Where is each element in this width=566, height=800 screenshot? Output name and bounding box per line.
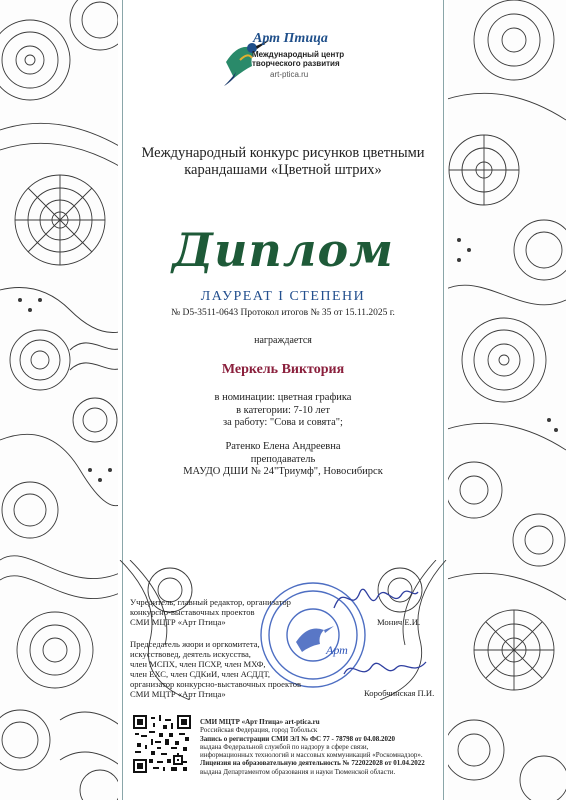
founder-block [130,597,291,627]
jury-line-3: член МСПХ, член ПСХР, член МХФ, [130,659,266,669]
jury-line-5: организатор конкурсно-выставочных проектов [130,679,302,689]
recipient-name: Меркель Виктория [221,362,345,377]
jury-name: Коробчинская П.И. [364,688,435,698]
logo-subtitle-line2: творческого развития [252,59,340,68]
founder-signature [330,578,420,618]
degree-label: ЛАУРЕАТ I СТЕПЕНИ [200,289,366,304]
footer-line-2: Российская Федерация, город Тобольск [200,726,318,735]
work-line: за работу: "Сова и совята"; [223,417,343,428]
category-line: в категории: 7-10 лет [236,404,330,416]
award-details [126,392,440,430]
footer-line-6: Лицензия на образовательную деятельность № 722022028 от 01.04.2022 [200,759,425,768]
footer-line-7: выдана Департаментом образования и науки Тюменской области. [200,767,396,776]
contest-line2: карандашами «Цветной штрих» [184,162,382,178]
teacher-org: МАУДО ДШИ № 24"Триумф", Новосибирск [183,466,383,477]
awarded-label: награждается [254,335,312,346]
founder-line-2: конкурсно-выставочных проектов [130,607,255,617]
qr-code[interactable] [133,715,191,773]
logo-subtitle-line1: Международный центр [252,50,345,59]
stamp-text: Арт [326,643,348,657]
jury-line-4: член ЕХС, член СДКиИ, член АСДДТ, [130,669,271,679]
teacher-name: Ратенко Елена Андреевна [225,441,341,452]
contest-line1: Международный конкурс рисунков цветными [141,145,425,161]
founder-line-1: Учредитель, главный редактор, организатор [130,597,291,607]
jury-line-6: СМИ МЦТР «Арт Птица» [130,689,226,699]
diploma-title: Диплом [172,223,394,277]
footer-line-3: Запись о регистрации СМИ ЭЛ № ФС 77 - 78798 от 04.08.2020 [200,734,395,743]
nomination-line: в номинации: цветная графика [214,392,352,403]
jury-line-1: Председатель жюри и оргкомитета, [130,639,260,649]
jury-signature [340,648,430,688]
logo-site: art-ptica.ru [270,70,309,79]
contest-title [126,145,440,179]
footer-info [200,718,425,776]
teacher-role: преподаватель [250,453,316,465]
footer-line-5: информационных технологий и массовых коммуникаций «Роскомнадзор». [200,751,423,760]
logo-subtitle [252,50,352,68]
footer-line-4: выдана Федеральной службой по надзору в сфере связи, [200,742,369,751]
teacher-info [126,441,440,479]
logo-name: Арт Птица [253,31,328,46]
jury-block [130,639,301,699]
founder-line-3: СМИ МЦТР «Арт Птица» [130,617,226,627]
footer-line-1: СМИ МЦТР «Арт Птица» art-ptica.ru [200,718,320,726]
jury-line-2: искусствовед, деятель искусства, [130,649,251,659]
founder-name: Монич Е.И. [377,617,421,627]
protocol-line: № D5-3511-0643 Протокол итогов № 35 от 15.11.2025 г. [171,308,395,318]
